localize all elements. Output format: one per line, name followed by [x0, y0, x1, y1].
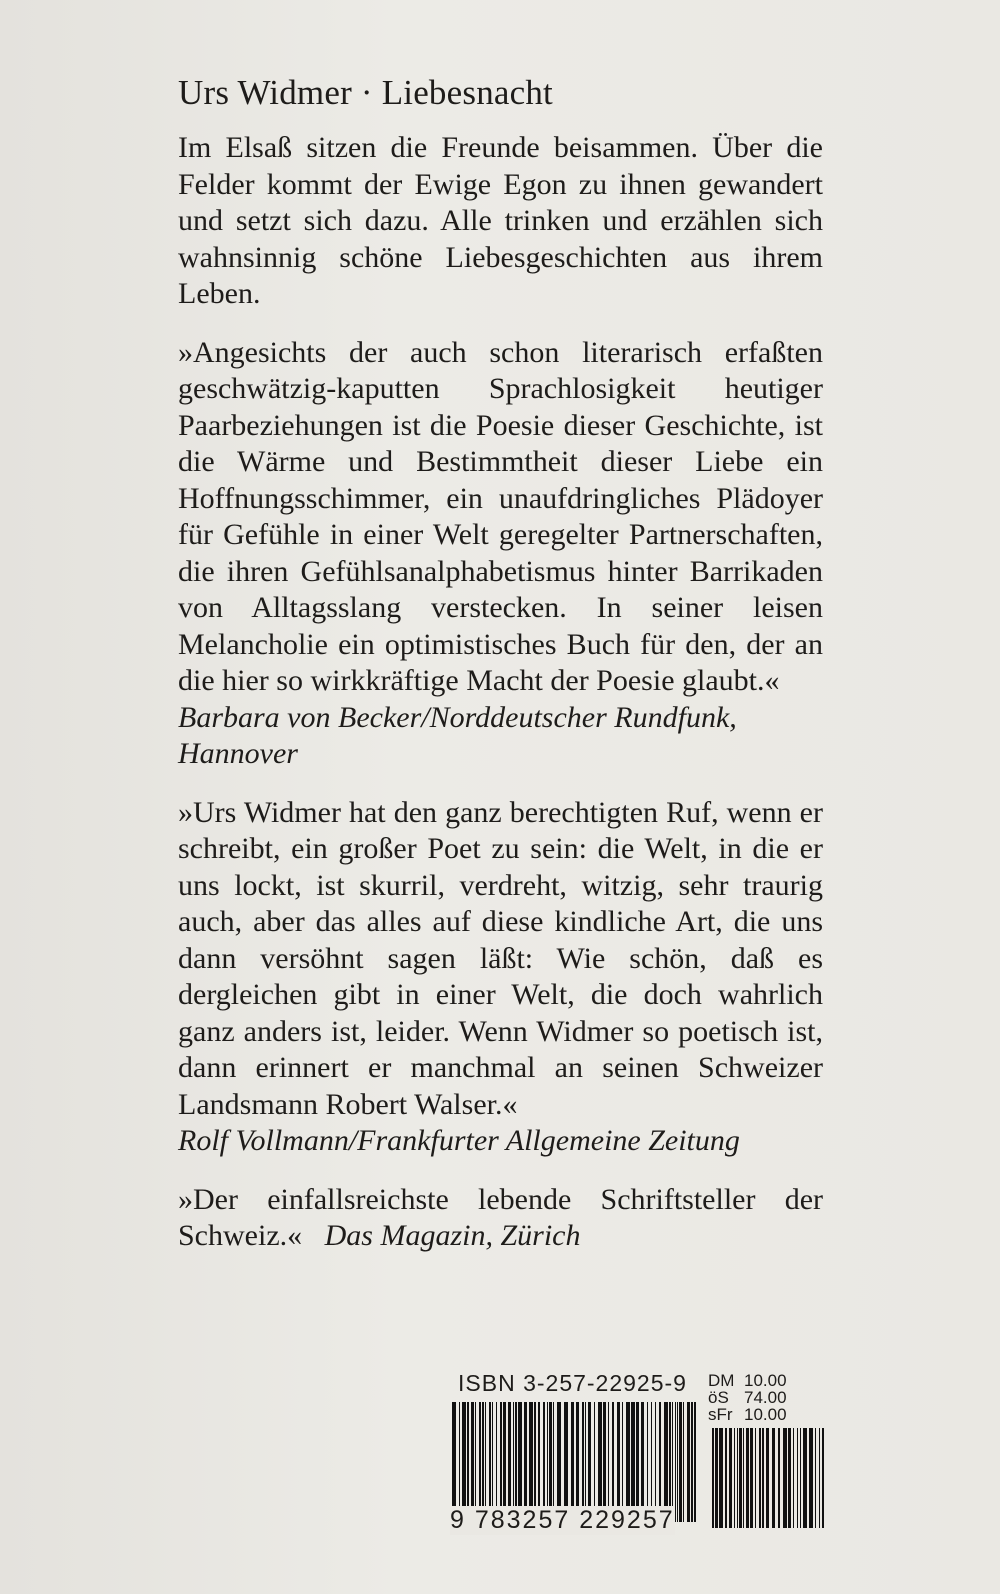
barcode-bar: [529, 1402, 533, 1522]
barcode-bar: [622, 1402, 623, 1522]
barcode-bar: [631, 1402, 635, 1522]
barcode-bar: [608, 1402, 609, 1522]
barcode-bar: [518, 1402, 522, 1522]
barcode-bar: [482, 1402, 484, 1522]
barcode-bar: [677, 1402, 678, 1522]
barcode-bar: [553, 1402, 554, 1522]
barcode-bar: [815, 1428, 816, 1528]
barcode-bar: [543, 1402, 545, 1522]
review-source-3: Das Magazin, Zürich: [324, 1219, 581, 1252]
barcode-bar: [588, 1402, 591, 1522]
barcode-bar: [783, 1428, 787, 1528]
price-row: [708, 1389, 787, 1406]
barcode-bar: [772, 1428, 775, 1528]
barcode-bar: [582, 1402, 584, 1522]
barcode-bar: [641, 1402, 644, 1522]
barcode-bar: [479, 1402, 481, 1522]
barcode-bar: [809, 1428, 813, 1528]
barcode-bar: [822, 1428, 824, 1528]
barcode-bar: [762, 1428, 764, 1528]
barcode-bar: [496, 1402, 497, 1522]
barcode-bar: [803, 1428, 807, 1528]
barcode-bar: [672, 1402, 673, 1522]
barcode-bar: [508, 1402, 511, 1522]
price-row: [708, 1372, 787, 1389]
price-currency: DM: [708, 1371, 735, 1390]
barcode-bar: [557, 1402, 561, 1522]
price-currency: öS: [708, 1388, 729, 1407]
barcode-bar: [549, 1402, 552, 1522]
barcode-bar: [647, 1402, 648, 1522]
barcode-bar: [534, 1402, 536, 1522]
barcode-bar: [755, 1428, 756, 1528]
cover-text: [178, 72, 823, 1255]
barcode-bar: [819, 1428, 820, 1528]
barcode-bar: [664, 1402, 668, 1522]
barcode-bar: [475, 1402, 476, 1522]
barcode-bar: [636, 1402, 639, 1522]
barcode-bar: [750, 1428, 753, 1528]
barcode-bar: [651, 1402, 652, 1522]
barcode-bar: [617, 1402, 620, 1522]
review-source-2: Rolf Vollmann/Frankfurter Allgemeine Zeitung: [178, 1124, 740, 1157]
barcode-bar: [612, 1402, 614, 1522]
barcode-bar: [800, 1428, 801, 1528]
barcode-bar: [715, 1428, 718, 1528]
barcode-bar: [725, 1428, 727, 1528]
review-quote-2: »Urs Widmer hat den ganz berechtigten Ruf, wenn er schreibt, ein großer Poet zu sein: die Welt, in die er uns lockt, ist skurril, verdreht, witzig, sehr traurig auch, aber das alles auf diese kindliche Art, die uns dann versöhnt sagen läßt: Wie schön, daß es dergleichen gibt in einer Welt, die doch wahrlich ganz anders ist, leider. Wenn Widmer so poetisch ist, dann erinnert er manchmal an seinen Schweizer Landsmann Robert Walser.«: [178, 795, 823, 1121]
barcode-bar: [743, 1428, 744, 1528]
barcode-bar: [500, 1402, 502, 1522]
barcode-bar: [778, 1428, 780, 1528]
barcode-bar: [739, 1428, 742, 1528]
barcode-bar: [669, 1402, 671, 1522]
barcode-bar: [462, 1402, 466, 1522]
barcode-bar: [503, 1402, 506, 1522]
barcode-bar: [452, 1402, 456, 1522]
barcode-bar: [571, 1402, 574, 1522]
ean-barcode: [450, 1402, 700, 1522]
barcode-bar: [594, 1402, 595, 1522]
review-source-1: Barbara von Becker/Norddeutscher Rundfunk, Hannover: [178, 700, 737, 770]
barcode-bar: [793, 1428, 794, 1528]
addon-barcode: [710, 1428, 828, 1528]
barcode-bar: [538, 1402, 540, 1522]
price-list: [708, 1372, 787, 1423]
barcode-block: [450, 1370, 830, 1550]
barcode-bar: [729, 1428, 732, 1528]
barcode-bar: [797, 1428, 798, 1528]
barcode-bar: [547, 1402, 548, 1522]
barcode-bar: [492, 1402, 493, 1522]
barcode-bar: [603, 1402, 606, 1522]
barcode-bar: [513, 1402, 514, 1522]
barcode-bar: [576, 1402, 579, 1522]
barcode-bar: [459, 1402, 460, 1522]
barcode-bar: [691, 1402, 693, 1522]
barcode-bar: [655, 1402, 656, 1522]
ean-digits: 9 783257 229257: [450, 1506, 675, 1534]
barcode-bar: [766, 1428, 769, 1528]
price-currency: sFr: [708, 1405, 733, 1424]
review-quote-3: [178, 1182, 823, 1255]
price-amount: 10.00: [744, 1405, 787, 1424]
barcode-bar: [659, 1402, 661, 1522]
barcode-bar: [746, 1428, 749, 1528]
barcode-bar: [598, 1402, 602, 1522]
barcode-bar: [489, 1402, 491, 1522]
barcode-bar: [564, 1402, 568, 1522]
blurb-text: Im Elsaß sitzen die Freunde beisammen. Über die Felder kommt der Ewige Egon zu ihnen gewandert und setzt sich dazu. Alle trinken und erzählen sich wahnsinnig schöne Liebesgeschichten aus ihrem Leben.: [178, 131, 823, 310]
barcode-bar: [585, 1402, 586, 1522]
barcode-bar: [524, 1402, 527, 1522]
review-quote-3-text: »Der einfallsreichste lebende Schriftsteller der Schweiz.«: [178, 1182, 823, 1252]
barcode-bar: [737, 1428, 738, 1528]
barcode-bar: [687, 1402, 690, 1522]
barcode-bar: [626, 1402, 630, 1522]
barcode-bar: [679, 1402, 682, 1522]
barcode-bar: [675, 1402, 676, 1522]
barcode-bar: [734, 1428, 735, 1528]
price-amount: 10.00: [744, 1371, 787, 1390]
price-row: [708, 1406, 787, 1423]
isbn-number: ISBN 3-257-22925-9: [458, 1370, 687, 1396]
review-quote-1: »Angesichts der auch schon literarisch erfaßten geschwätzig-kaputten Sprachlosigkeit heutiger Paarbeziehungen ist die Poesie dieser Geschichte, ist die Wärme und Bestimmtheit dieser Liebe ein Hoffnungsschimmer, ein unaufdringliches Plädoyer für Gefühle in einer Welt geregelter Partnerschaften, die ihren Gefühlsanalphabetismus hinter Barrikaden von Alltagsslang verstecken. In seiner leisen Melancholie ein optimistisches Buch für den, der an die hier so wirkkräftige Macht der Poesie glaubt.«: [178, 335, 823, 697]
barcode-bar: [712, 1428, 714, 1528]
barcode-bar: [788, 1428, 791, 1528]
barcode-bar: [719, 1428, 723, 1528]
barcode-bar: [515, 1402, 517, 1522]
barcode-bar: [683, 1402, 684, 1522]
barcode-bar: [759, 1428, 761, 1528]
barcode-bar: [471, 1402, 474, 1522]
price-amount: 74.00: [744, 1388, 787, 1407]
barcode-bar: [467, 1402, 469, 1522]
barcode-bar: [694, 1402, 696, 1522]
barcode-bar: [485, 1402, 486, 1522]
book-title: Urs Widmer · Liebesnacht: [178, 73, 553, 112]
